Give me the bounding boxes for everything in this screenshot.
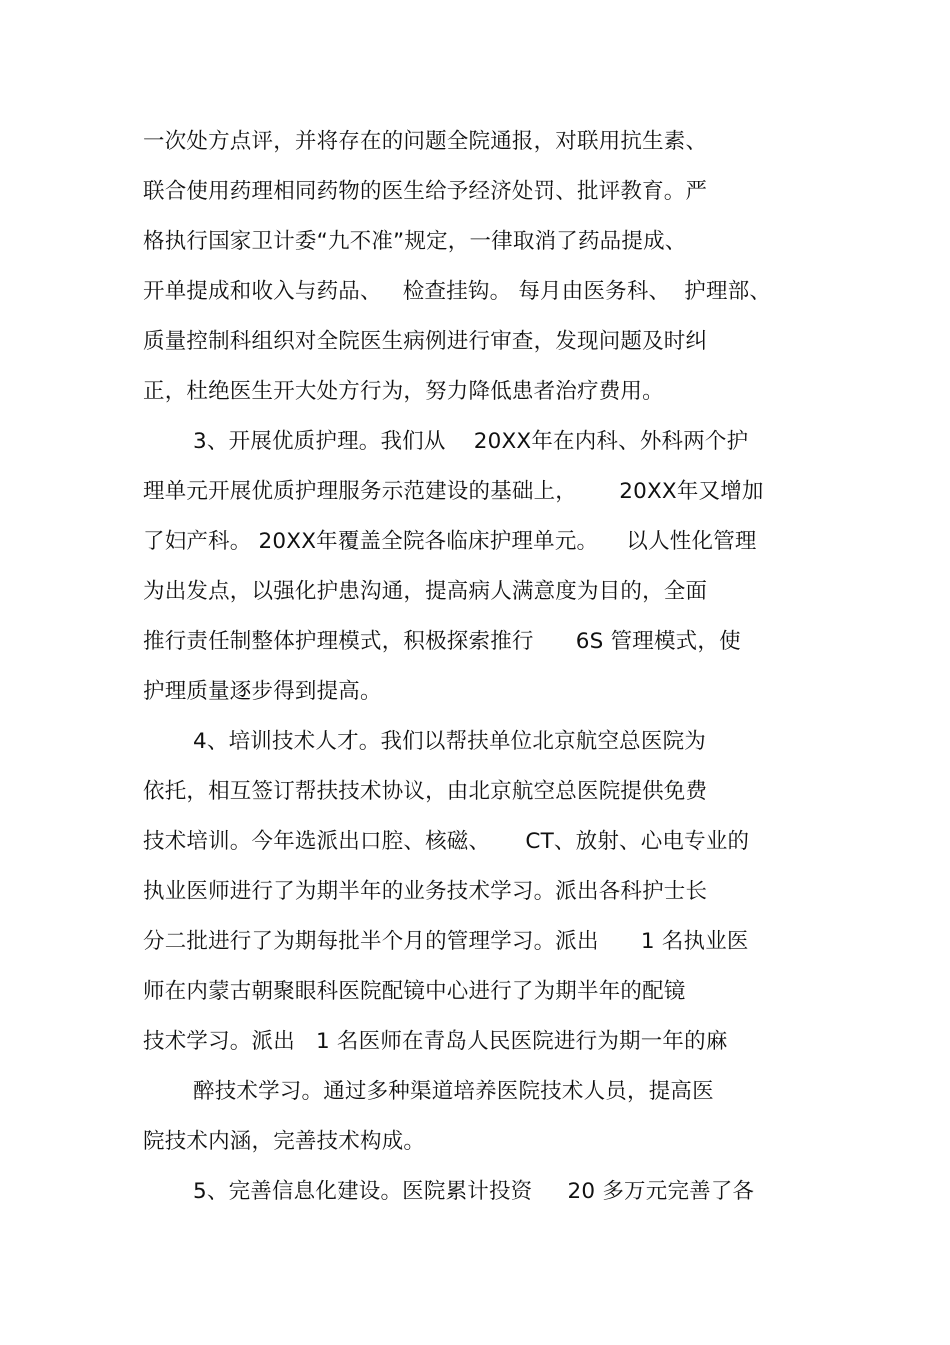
text-line-5: 质量控制科组织对全院医生病例进行审查，发现问题及时纠 <box>143 329 708 354</box>
text-line-18: 师在内蒙古朝聚眼科医院配镜中心进行了为期半年的配镜 <box>143 979 686 1004</box>
text-line-21: 院技术内涵，完善技术构成。 <box>143 1129 426 1154</box>
text-line-10: 为出发点，以强化护患沟通，提高病人满意度为目的，全面 <box>143 579 708 604</box>
text-line-6: 正，杜绝医生开大处方行为，努力降低患者治疗费用。 <box>143 379 664 404</box>
text-line-22: 5、完善信息化建设。医院累计投资 20 多万元完善了各 <box>193 1179 755 1204</box>
text-line-3: 格执行国家卫计委“九不准”规定，一律取消了药品提成、 <box>143 229 687 254</box>
text-line-16: 执业医师进行了为期半年的业务技术学习。派出各科护士长 <box>143 879 708 904</box>
text-line-4: 开单提成和收入与药品、 检查挂钩。 每月由医务科、 护理部、 <box>143 279 772 304</box>
text-line-17: 分二批进行了为期每批半个月的管理学习。派出 1 名执业医 <box>143 929 749 954</box>
text-line-1: 一次处方点评，并将存在的问题全院通报，对联用抗生素、 <box>143 129 708 154</box>
text-line-9: 了妇产科。 20XX年覆盖全院各临床护理单元。 以人性化管理 <box>143 529 757 554</box>
text-line-12: 护理质量逐步得到提高。 <box>143 679 382 704</box>
text-line-11: 推行责任制整体护理模式，积极探索推行 6S 管理模式，使 <box>143 629 741 654</box>
text-line-15: 技术培训。今年选派出口腔、核磁、 CT、放射、心电专业的 <box>143 829 750 854</box>
text-line-19: 技术学习。派出 1 名医师在青岛人民医院进行为期一年的麻 <box>143 1029 728 1054</box>
text-line-13: 4、培训技术人才。我们以帮扶单位北京航空总医院为 <box>193 729 706 754</box>
text-line-8: 理单元开展优质护理服务示范建设的基础上， 20XX年又增加 <box>143 479 764 504</box>
text-line-20: 醉技术学习。通过多种渠道培养医院技术人员，提高医 <box>193 1079 714 1104</box>
text-line-14: 依托，相互签订帮扶技术协议，由北京航空总医院提供免费 <box>143 779 708 804</box>
text-line-7: 3、开展优质护理。我们从 20XX年在内科、外科两个护 <box>193 429 749 454</box>
text-line-2: 联合使用药理相同药物的医生给予经济处罚、批评教育。严 <box>143 179 708 204</box>
